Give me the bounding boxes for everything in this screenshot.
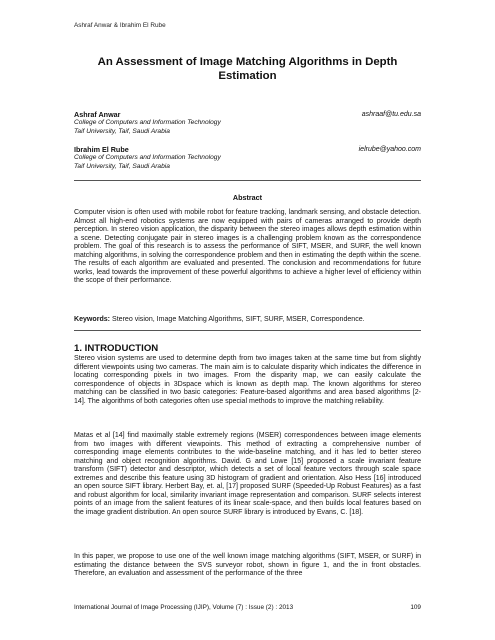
divider-bottom bbox=[74, 330, 421, 331]
abstract-text: Computer vision is often used with mobile robot for feature tracking, landmark sensing, and obstacle detection. Almost all high-end robotics systems are now equipped with pairs of cameras arranged to provide depth perception. In stereo vision application, the disparity between the stereo images allows depth estimation within a scene. Detecting conjugate pair in stereo images is a challenging problem known as the correspondence problem. The goal of this research is to assess the performance of SIFT, MSER, and SURF, the well known matching algorithms, in solving the correspondence problem and then in estimating the depth within the scene. The results of each algorithm are evaluated and presented. The conclusion and recommendations for future works, lead towards the improvement of these powerful algorithms to achieve a higher level of efficiency within the scope of their performance. bbox=[74, 209, 421, 285]
paper-title bbox=[74, 55, 421, 83]
title-line-2: Estimation bbox=[218, 70, 277, 82]
author-2 bbox=[74, 146, 421, 171]
introduction-paragraph-1: Stereo vision systems are used to determine depth from two images taken at the same time but from slightly different viewpoints using two cameras. The main aim is to calculate disparity which indicates the difference in locating corresponding pixels in two images. From the disparity map, we can easily calculate the correspondence of objects in 3Dspace which is known as depth map. The known algorithms for stereo matching can be classified in two basic categories: Feature-based algorithms and area based algorithms [2-14]. The algorithms of both categories often use special methods to improve the matching reliability. bbox=[74, 355, 421, 405]
divider-top bbox=[74, 180, 421, 181]
author-email: ashraaf@tu.edu.sa bbox=[361, 111, 421, 118]
running-head: Ashraf Anwar & Ibrahim El Rube bbox=[74, 22, 166, 29]
author-name: Ashraf Anwar bbox=[74, 110, 121, 119]
author-email: ielrube@yahoo.com bbox=[358, 146, 421, 153]
keywords-text: Stereo vision, Image Matching Algorithms, SIFT, SURF, MSER, Correspondence. bbox=[112, 316, 365, 323]
author-affiliation: College of Computers and Information Technology bbox=[74, 119, 221, 127]
author-affiliation: College of Computers and Information Technology bbox=[74, 154, 221, 162]
author-affiliation: Taif University, Taif, Saudi Arabia bbox=[74, 162, 170, 170]
footer-journal: International Journal of Image Processing (IJIP), Volume (7) : Issue (2) : 2013 bbox=[74, 604, 294, 611]
author-affiliation: Taif University, Taif, Saudi Arabia bbox=[74, 127, 170, 135]
author-name: Ibrahim El Rube bbox=[74, 145, 129, 154]
section-heading-introduction: 1. INTRODUCTION bbox=[74, 343, 159, 354]
title-line-1: An Assessment of Image Matching Algorithms in Depth bbox=[97, 56, 398, 68]
keywords-label: Keywords: bbox=[74, 316, 111, 323]
introduction-paragraph-2: Matas et al [14] find maximally stable extremely regions (MSER) correspondences between image elements from two images with different viewpoints. This method of extracting a comprehensive number of corresponding image elements contributes to the wide-baseline matching, and it has led to better stereo matching and object recognition algorithms. David. G and Lowe [15] proposed a scale invariant feature transform (SIFT) detector and descriptor, which detects a set of local feature vectors through scale space extremes and describe this feature using 3D histogram of gradient and orientation. Also Hess [16] introduced an open source SIFT library. Herbert Bay, et. al, [17] proposed SURF (Speeded-Up Robust Features) as a fast and robust algorithm for local, similarity invariant image representation and comparison. SURF selects interest points of an image from the salient features of its linear scale-space, and then builds local features based on the image gradient distribution. An open source SURF library is introduced by Evans, C. [18]. bbox=[74, 432, 421, 516]
author-1 bbox=[74, 111, 421, 136]
footer-page-number: 109 bbox=[410, 604, 421, 611]
abstract-heading: Abstract bbox=[232, 193, 263, 202]
keywords bbox=[74, 316, 421, 325]
introduction-paragraph-3: In this paper, we propose to use one of the well known image matching algorithms (SIFT, MSER, or SURF) in estimating the distance between the SVS surveyor robot, shown in figure 1, and the in front obstacles. Therefore, an evaluation and assessment of the performance of the three bbox=[74, 553, 421, 578]
